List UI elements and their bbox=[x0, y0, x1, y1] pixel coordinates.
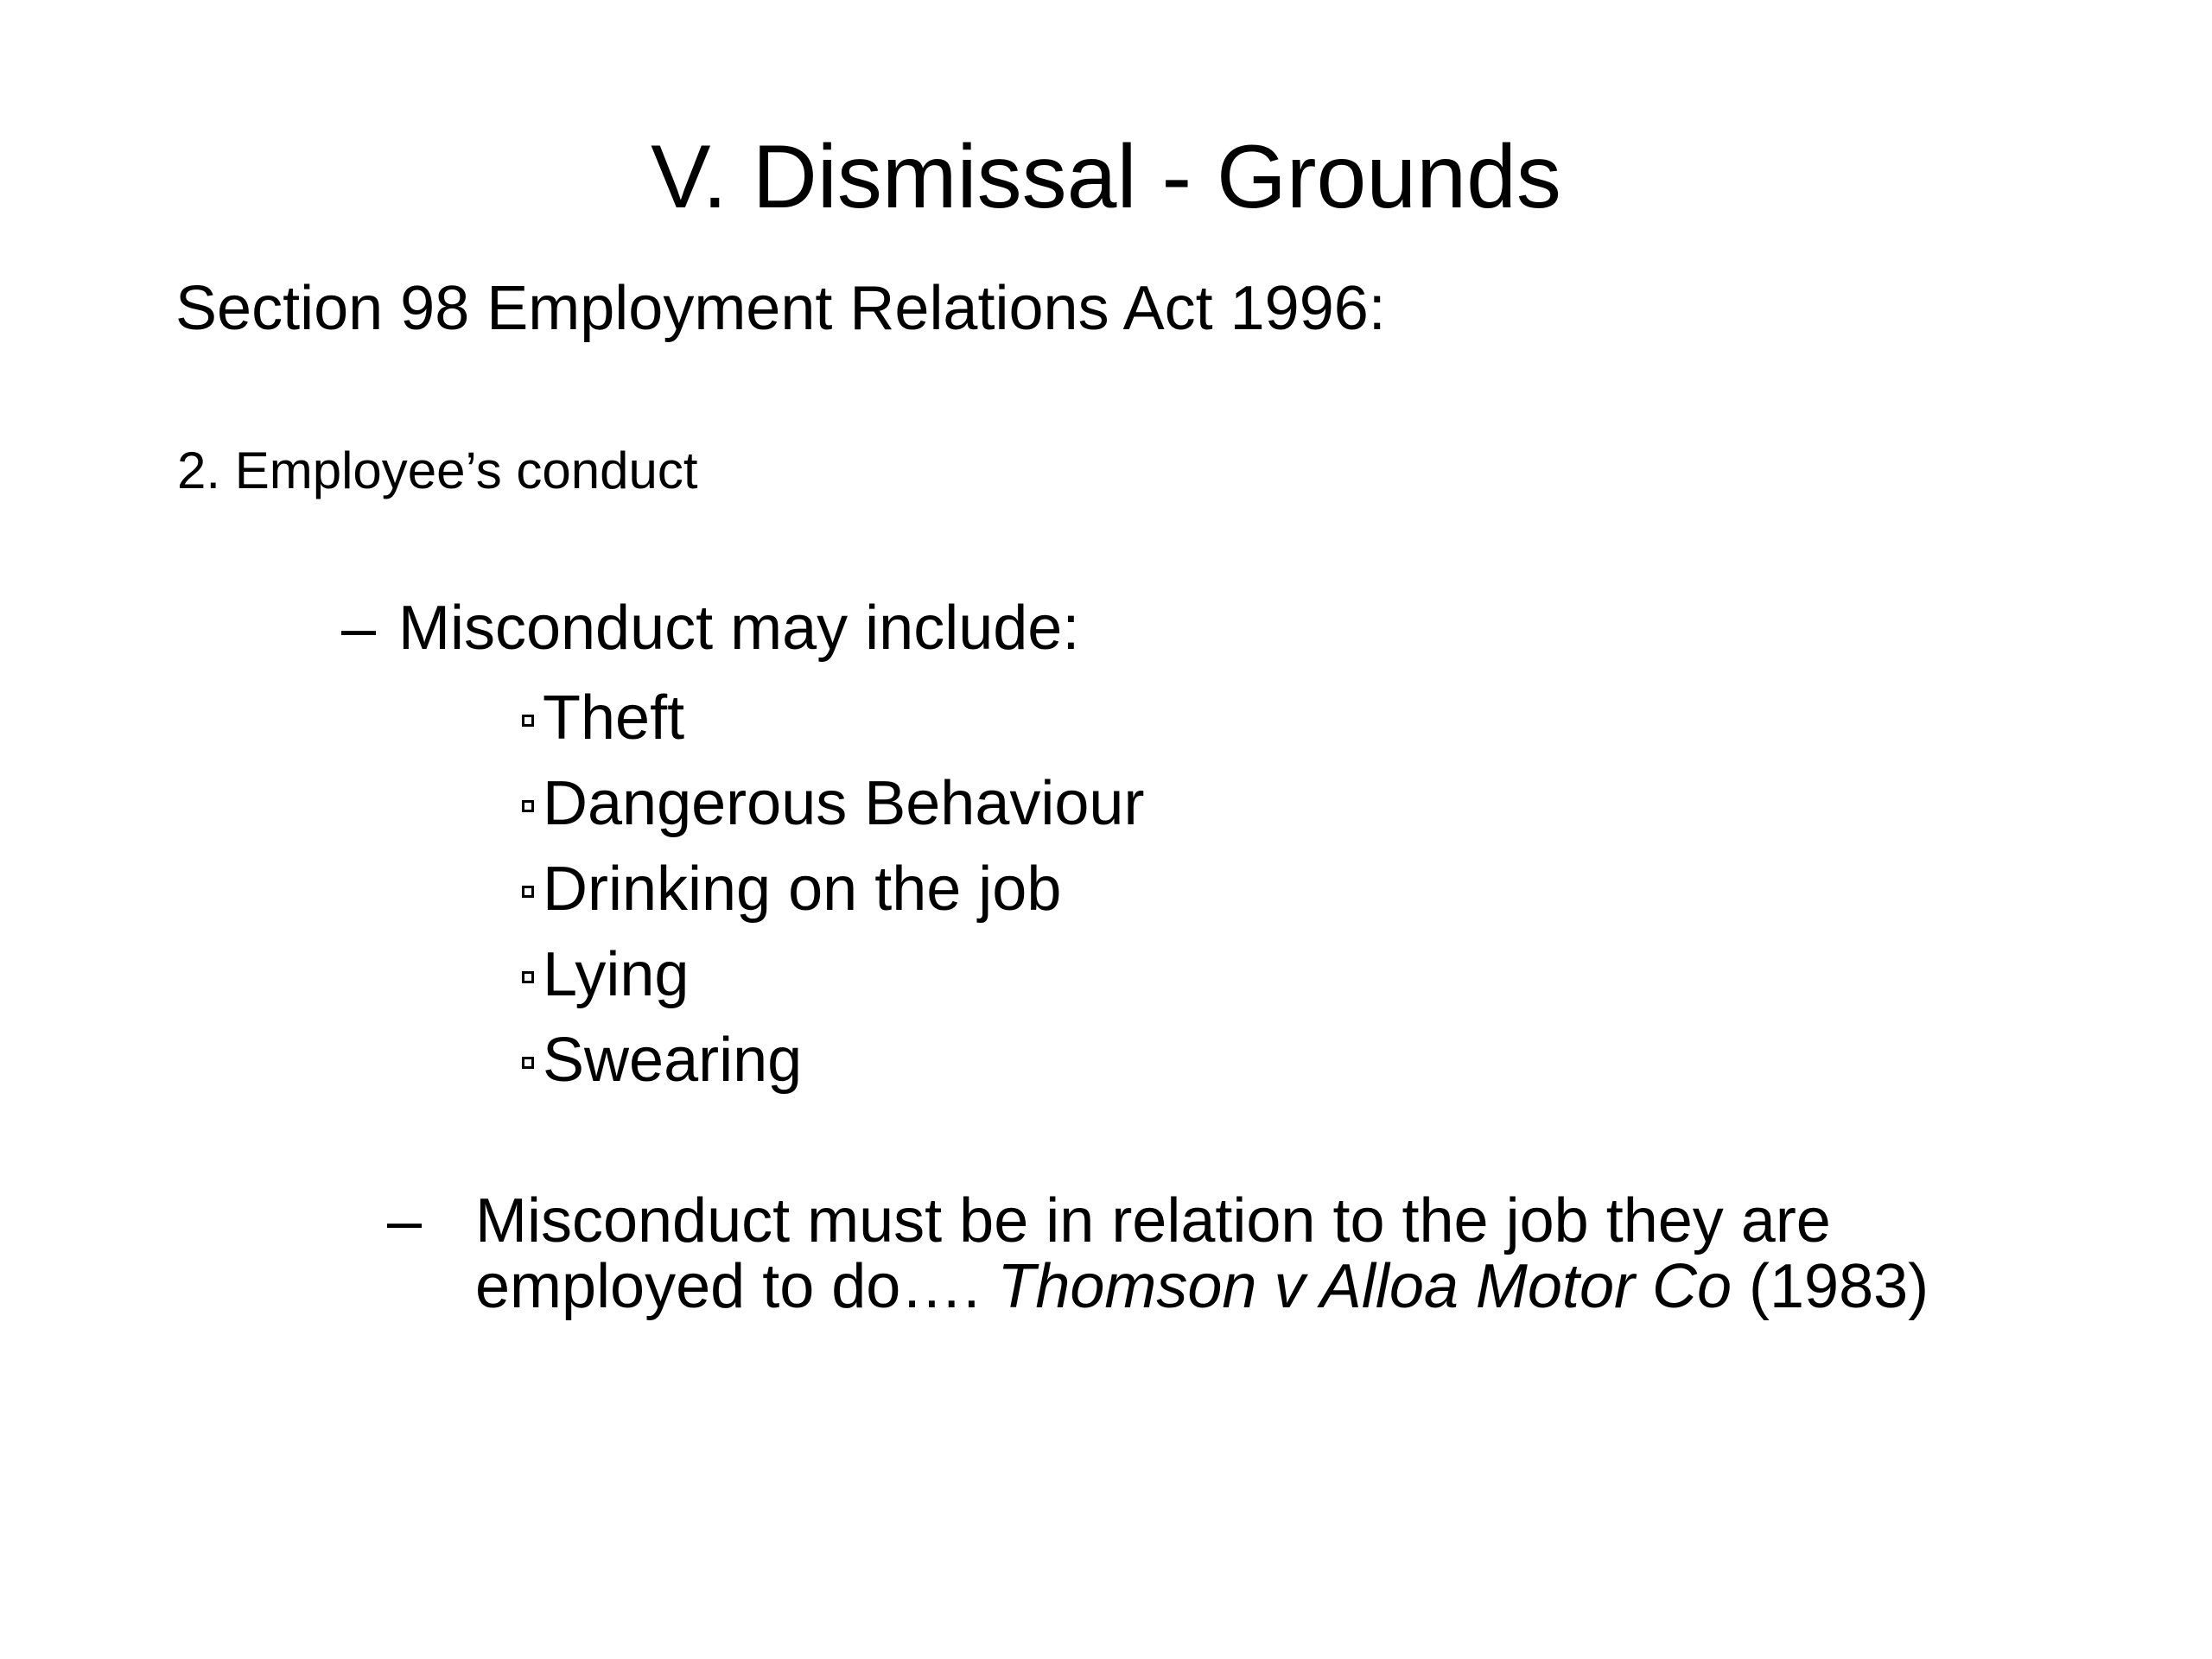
bullet-body bbox=[475, 1188, 2107, 1319]
dash-bullet: – bbox=[387, 1186, 423, 1255]
square-bullet-icon bbox=[522, 1057, 534, 1069]
list-item bbox=[522, 847, 1144, 932]
list-item bbox=[522, 676, 1144, 761]
list-item-text: Drinking on the job bbox=[543, 855, 1062, 924]
list-item-text: Swearing bbox=[543, 1026, 803, 1095]
square-bullet-icon bbox=[522, 800, 534, 812]
list-item-text: Dangerous Behaviour bbox=[543, 769, 1145, 838]
square-bullet-icon bbox=[522, 886, 534, 898]
list-item bbox=[522, 1018, 1144, 1103]
subheading: 2. Employee’s conduct bbox=[177, 442, 698, 499]
square-bullet-icon bbox=[522, 715, 534, 727]
bullet-misconduct-relation bbox=[387, 1188, 2107, 1319]
list-item-text: Theft bbox=[543, 683, 685, 753]
bullet-misconduct-include bbox=[341, 589, 1079, 667]
list-item-text: Lying bbox=[543, 940, 690, 1009]
square-bullet-icon bbox=[522, 971, 534, 983]
bullet-text: Misconduct must be in relation to the job they are employed to do…. bbox=[475, 1186, 1831, 1321]
list-item bbox=[522, 932, 1144, 1018]
dash-bullet: – bbox=[341, 594, 377, 663]
bullet-text: Misconduct may include: bbox=[398, 594, 1080, 663]
case-year: (1983) bbox=[1732, 1252, 1929, 1321]
slide-title: V. Dismissal - Grounds bbox=[651, 127, 1561, 227]
misconduct-list bbox=[522, 676, 1144, 1103]
list-item bbox=[522, 761, 1144, 847]
section-heading: Section 98 Employment Relations Act 1996: bbox=[175, 274, 1386, 343]
case-citation: Thomson v Alloa Motor Co bbox=[997, 1252, 1732, 1321]
